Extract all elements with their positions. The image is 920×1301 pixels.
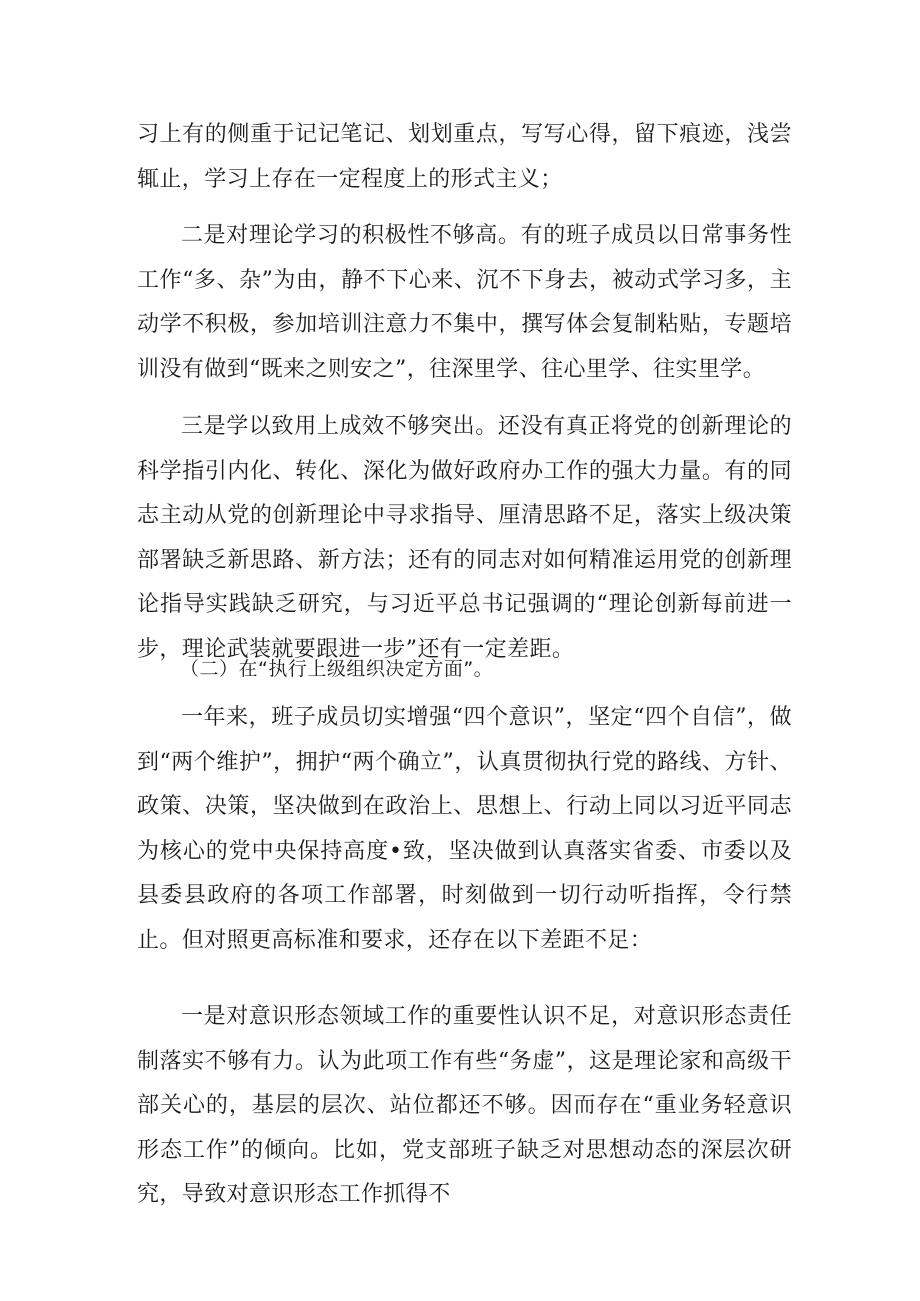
paragraph-continuation: 习上有的侧重于记记笔记、划划重点，写写心得，留下痕迹，浅尝辄止，学习上存在一定程度上的形式主义； <box>137 122 792 192</box>
paragraph-point-two: 二是对理论学习的积极性不够高。有的班子成员以日常事务性工作“多、杂”为由，静不下心来、沉不下身去，被动式学习多，主动学不积极，参加培训注意力不集中，撰写体会复制粘贴，专题培训没有做到“既来之则安之”，往深里学、往心里学、往实里学。 <box>137 223 792 382</box>
paragraph-point-one-ideology: 一是对意识形态领域工作的重要性认识不足，对意识形态责任制落实不够有力。认为此项工作有些“务虚”，这是理论家和高级干部关心的，基层的层次、站位都还不够。因而存在“重业务轻意识形态工作”的倾向。比如，党支部班子缺乏对思想动态的深层次研究，导致对意识形态工作抓得不 <box>137 1004 792 1207</box>
paragraph-point-three: 三是学以致用上成效不够突出。还没有真正将党的创新理论的科学指引内化、转化、深化为做好政府办工作的强大力量。有的同志主动从党的创新理论中寻求指导、厘清思路不足，落实上级决策部署缺乏新思路、新方法；还有的同志对如何精准运用党的创新理论指导实践缺乏研究，与习近平总书记强调的“理论创新每前进一步，理论武装就要跟进一步”还有一定差距。 <box>137 414 792 662</box>
paragraph-section-intro: 一年来，班子成员切实增强“四个意识”，坚定“四个自信”，做到“两个维护”，拥护“两个确立”，认真贯彻执行党的路线、方针、政策、决策，坚决做到在政治上、思想上、行动上同以习近平同志为核心的党中央保持高度•致，坚决做到认真落实省委、市委以及县委县政府的各项工作部署，时刻做到一切行动听指挥，令行禁止。但对照更高标准和要求，还存在以下差距不足： <box>137 705 792 953</box>
section-heading: （二）在“执行上级组织决定方面”。 <box>180 658 494 680</box>
